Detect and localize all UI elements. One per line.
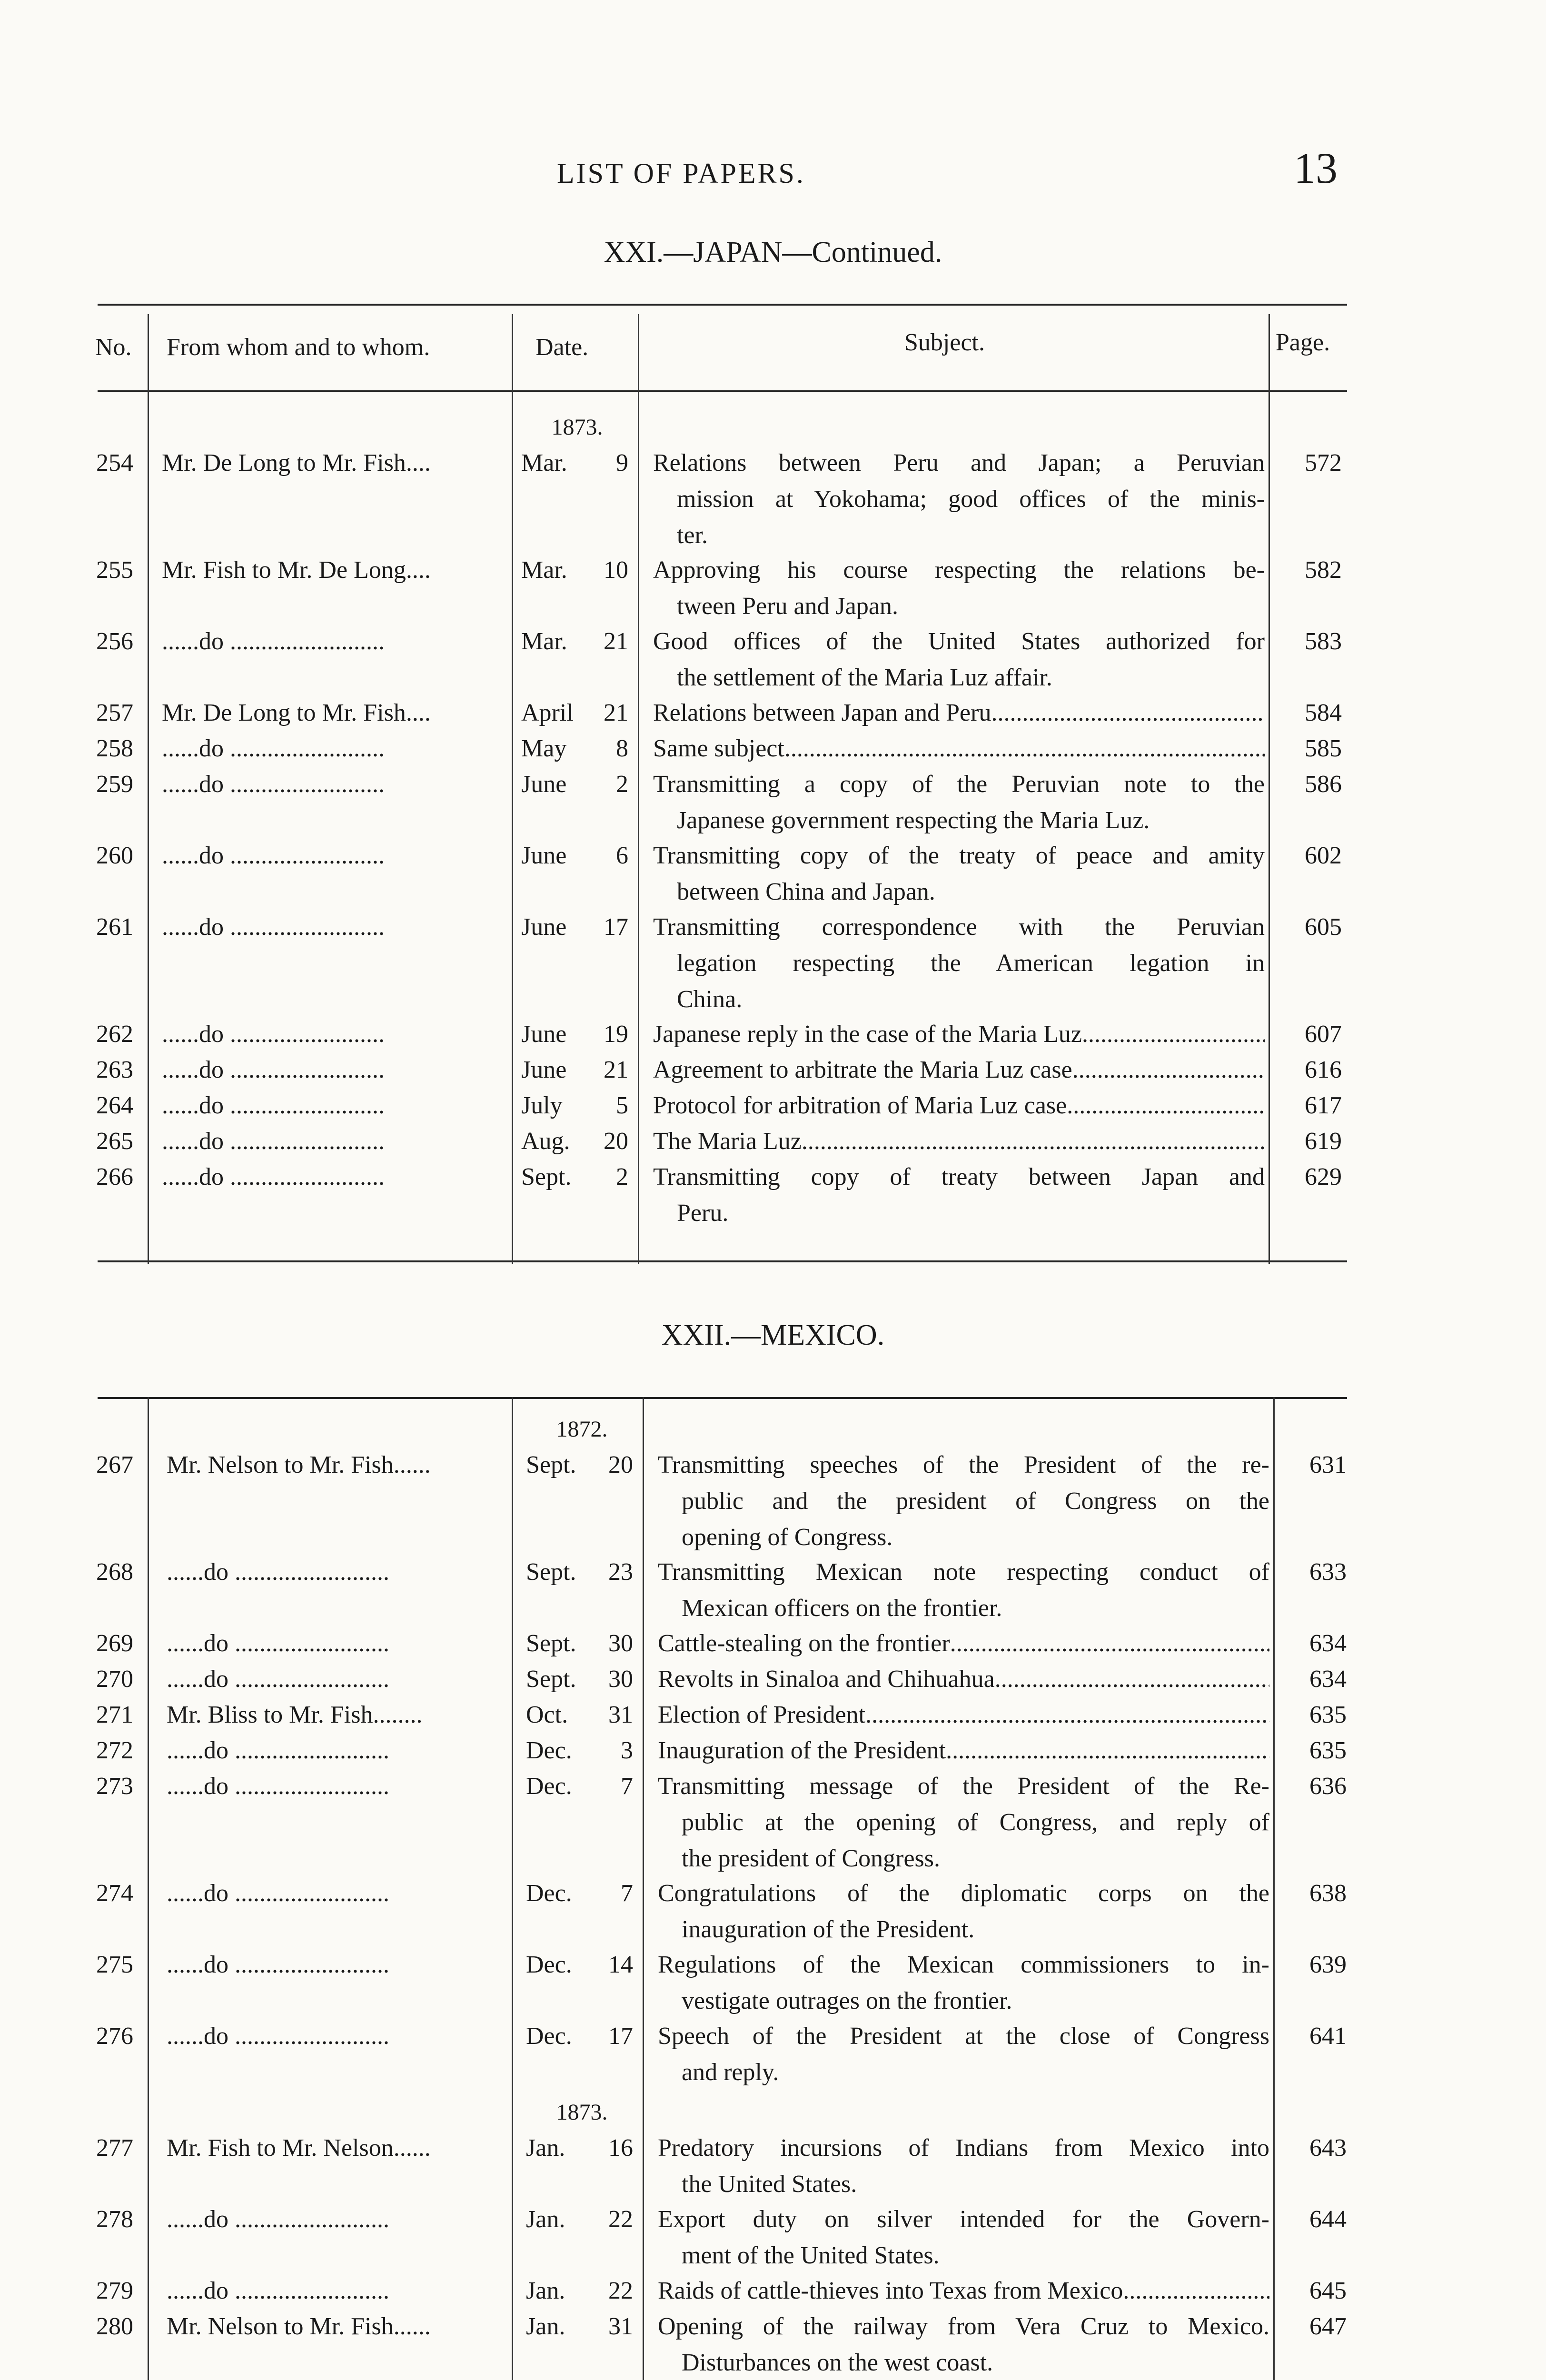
row-number: 278 <box>96 2206 133 2233</box>
row-number: 267 <box>96 1451 133 1478</box>
row-page: 634 <box>1309 1666 1347 1693</box>
row-subject-line: Opening of the railway from Vera Cruz to Mexico. <box>658 2313 1269 2340</box>
row-subject <box>653 1123 1265 1160</box>
page-number: 13 <box>1294 144 1338 192</box>
row-date-month: June <box>521 842 567 869</box>
row-date-day: 30 <box>608 1630 633 1657</box>
mexico-col-divider <box>148 1397 149 2380</box>
row-subject <box>653 695 1265 731</box>
row-date-month: June <box>521 913 567 941</box>
section-title-mexico: XXII.—MEXICO. <box>661 1319 885 1351</box>
row-from: Mr. De Long to Mr. Fish.... <box>162 699 431 726</box>
row-date <box>526 1733 638 1769</box>
row-subject-text: Japanese reply in the case of the Maria Luz <box>653 1021 1082 1048</box>
row-date-day: 7 <box>621 1773 633 1800</box>
japan-header-rule <box>98 390 1347 392</box>
row-page: 635 <box>1309 1737 1347 1764</box>
row-page: 641 <box>1309 2023 1347 2050</box>
row-subject <box>658 1626 1269 1662</box>
row-subject-line: Disturbances on the west coast. <box>682 2349 993 2376</box>
row-subject-line: mission at Yokohama; good offices of the minis- <box>677 486 1265 513</box>
row-page: 586 <box>1305 771 1342 798</box>
row-page: 607 <box>1305 1021 1342 1048</box>
row-subject-line: public and the president of Congress on the <box>682 1488 1269 1515</box>
row-from: ......do ......................... <box>167 1558 389 1586</box>
row-number: 269 <box>96 1630 133 1657</box>
row-from: ......do ......................... <box>162 735 385 762</box>
row-number: 262 <box>96 1021 133 1048</box>
row-number: 261 <box>96 913 133 941</box>
year-label: 1873. <box>556 2100 608 2125</box>
row-date-month: Dec. <box>526 1880 572 1907</box>
row-subject-text: Protocol for arbitration of Maria Luz case <box>653 1092 1067 1119</box>
row-date <box>521 1123 633 1160</box>
row-date <box>521 731 633 767</box>
row-subject-line: Good offices of the United States authorized for <box>653 628 1265 655</box>
row-date-month: Mar. <box>521 556 567 584</box>
row-from: ......do ......................... <box>167 1880 389 1907</box>
row-subject-text: Election of President <box>658 1701 866 1728</box>
row-date <box>526 2018 638 2054</box>
row-subject-line: legation respecting the American legation in <box>677 950 1265 977</box>
row-subject <box>658 2018 1269 2091</box>
row-subject-line: Predatory incursions of Indians from Mexico into <box>658 2134 1269 2162</box>
row-subject-line: Transmitting message of the President of the Re- <box>658 1773 1269 1800</box>
row-subject <box>658 2130 1269 2202</box>
row-date-month: Sept. <box>526 1451 576 1478</box>
row-date-day: 31 <box>608 1701 633 1728</box>
row-date-day: 10 <box>604 556 628 584</box>
row-subject <box>653 1052 1265 1088</box>
japan-col-divider <box>148 314 149 1264</box>
row-date-month: Dec. <box>526 1737 572 1764</box>
row-date <box>526 1875 638 1912</box>
japan-top-rule <box>98 304 1347 306</box>
mexico-top-rule <box>98 1397 1347 1399</box>
row-subject-line: Transmitting copy of treaty between Japan and <box>653 1163 1265 1190</box>
row-subject-text: Cattle-stealing on the frontier <box>658 1630 950 1657</box>
row-from: Mr. Bliss to Mr. Fish........ <box>167 1701 423 1728</box>
row-page: 644 <box>1309 2206 1347 2233</box>
row-subject <box>658 1661 1269 1697</box>
row-number: 271 <box>96 1701 133 1728</box>
row-date <box>526 1661 638 1697</box>
row-subject <box>658 1733 1269 1769</box>
row-number: 272 <box>96 1737 133 1764</box>
row-subject-line: Japanese government respecting the Maria Luz. <box>677 807 1150 834</box>
row-date <box>526 1554 638 1590</box>
row-subject-line: Transmitting speeches of the President of the re- <box>658 1451 1269 1478</box>
row-number: 260 <box>96 842 133 869</box>
row-date-day: 6 <box>616 842 628 869</box>
row-date <box>521 1052 633 1088</box>
col-header-page: Page. <box>1276 329 1330 356</box>
row-subject-line <box>658 1626 1269 1662</box>
row-date-day: 22 <box>608 2206 633 2233</box>
row-page: 619 <box>1305 1128 1342 1155</box>
row-page: 631 <box>1309 1451 1347 1478</box>
row-from: ......do ......................... <box>162 1092 385 1119</box>
row-subject-line: the United States. <box>682 2171 857 2198</box>
row-subject-line: Mexican officers on the frontier. <box>682 1595 1002 1622</box>
row-page: 584 <box>1305 699 1342 726</box>
row-date-day: 7 <box>621 1880 633 1907</box>
row-subject <box>653 909 1265 1018</box>
row-date-month: Dec. <box>526 1773 572 1800</box>
row-subject <box>658 2202 1269 2274</box>
row-date <box>521 624 633 660</box>
row-page: 617 <box>1305 1092 1342 1119</box>
row-page: 585 <box>1305 735 1342 762</box>
row-page: 605 <box>1305 913 1342 941</box>
row-date-day: 3 <box>621 1737 633 1764</box>
row-subject-line <box>653 695 1265 731</box>
row-page: 602 <box>1305 842 1342 869</box>
row-subject <box>658 1447 1269 1556</box>
row-date-day: 31 <box>608 2313 633 2340</box>
year-label: 1873. <box>551 415 603 440</box>
row-date-day: 30 <box>608 1666 633 1693</box>
row-date <box>521 1088 633 1124</box>
row-date-month: Dec. <box>526 2023 572 2050</box>
row-subject-line <box>658 1733 1269 1769</box>
row-from: ......do ......................... <box>162 842 385 869</box>
row-date-day: 2 <box>616 1163 628 1190</box>
row-date <box>521 1016 633 1052</box>
row-subject <box>658 1768 1269 1877</box>
running-header: LIST OF PAPERS. <box>557 158 805 189</box>
row-from: ......do ......................... <box>162 771 385 798</box>
row-date <box>526 1697 638 1733</box>
row-subject-text: The Maria Luz <box>653 1128 802 1155</box>
japan-col-divider <box>1269 314 1270 1264</box>
row-subject-line <box>658 1661 1269 1697</box>
row-subject <box>658 2273 1269 2309</box>
row-number: 263 <box>96 1056 133 1083</box>
row-date-day: 14 <box>608 1951 633 1978</box>
row-page: 583 <box>1305 628 1342 655</box>
row-date-day: 17 <box>608 2023 633 2050</box>
row-subject-line <box>653 731 1265 767</box>
row-date-month: Aug. <box>521 1128 570 1155</box>
row-number: 274 <box>96 1880 133 1907</box>
row-date-month: Mar. <box>521 628 567 655</box>
row-from: Mr. Nelson to Mr. Fish...... <box>167 1451 431 1478</box>
row-subject <box>653 838 1265 910</box>
row-date-day: 8 <box>616 735 628 762</box>
row-from: Mr. De Long to Mr. Fish.... <box>162 449 431 476</box>
row-number: 273 <box>96 1773 133 1800</box>
row-subject-text: Relations between Japan and Peru <box>653 699 991 726</box>
row-from: ......do ......................... <box>167 2277 389 2304</box>
japan-col-divider <box>638 314 639 1264</box>
row-number: 280 <box>96 2313 133 2340</box>
row-date-month: Jan. <box>526 2313 565 2340</box>
row-from: ......do ......................... <box>167 1630 389 1657</box>
row-subject-line: China. <box>677 986 743 1013</box>
row-number: 276 <box>96 2023 133 2050</box>
row-subject <box>653 766 1265 839</box>
row-date <box>526 2309 638 2345</box>
row-from: ......do ......................... <box>162 1056 385 1083</box>
row-number: 277 <box>96 2134 133 2162</box>
row-date-day: 5 <box>616 1092 628 1119</box>
row-subject <box>658 2309 1269 2380</box>
row-subject-line: tween Peru and Japan. <box>677 593 898 620</box>
row-from: ......do ......................... <box>167 1951 389 1978</box>
row-subject-line: Approving his course respecting the relations be- <box>653 556 1265 584</box>
row-number: 255 <box>96 556 133 584</box>
row-date-day: 20 <box>608 1451 633 1478</box>
row-date-day: 17 <box>604 913 628 941</box>
row-subject-line: opening of Congress. <box>682 1524 893 1551</box>
row-date-month: April <box>521 699 574 726</box>
mexico-col-divider <box>512 1397 513 2380</box>
row-date <box>526 1768 638 1805</box>
row-date <box>526 1626 638 1662</box>
row-date-month: Sept. <box>526 1630 576 1657</box>
row-subject <box>653 445 1265 554</box>
row-subject <box>653 624 1265 696</box>
row-page: 638 <box>1309 1880 1347 1907</box>
row-date-month: June <box>521 1056 567 1083</box>
row-number: 254 <box>96 449 133 476</box>
row-subject-line: Relations between Peru and Japan; a Peruvian <box>653 449 1265 476</box>
row-date <box>526 2130 638 2166</box>
row-subject <box>658 1875 1269 1948</box>
row-date <box>521 695 633 731</box>
row-page: 629 <box>1305 1163 1342 1190</box>
row-date-day: 21 <box>604 1056 628 1083</box>
row-date-day: 21 <box>604 699 628 726</box>
row-date-month: Jan. <box>526 2134 565 2162</box>
row-number: 257 <box>96 699 133 726</box>
row-subject <box>653 1088 1265 1124</box>
mexico-col-divider <box>643 1397 644 2380</box>
row-subject-line <box>653 1123 1265 1160</box>
col-header-from: From whom and to whom. <box>167 334 430 361</box>
row-subject-text: Inauguration of the President <box>658 1737 946 1764</box>
year-label: 1872. <box>556 1417 608 1442</box>
row-date-day: 21 <box>604 628 628 655</box>
col-header-date: Date. <box>535 334 589 361</box>
row-page: 643 <box>1309 2134 1347 2162</box>
row-page: 639 <box>1309 1951 1347 1978</box>
row-subject-line <box>653 1016 1265 1052</box>
row-subject-line: inauguration of the President. <box>682 1916 975 1943</box>
row-subject-line <box>658 1697 1269 1733</box>
row-date-day: 19 <box>604 1021 628 1048</box>
row-date <box>521 838 633 874</box>
row-subject <box>658 1554 1269 1626</box>
row-subject-line: ment of the United States. <box>682 2242 940 2269</box>
row-from: Mr. Fish to Mr. De Long.... <box>162 556 431 584</box>
row-subject <box>653 1016 1265 1052</box>
row-date-month: Mar. <box>521 449 567 476</box>
row-date-month: June <box>521 771 567 798</box>
row-page: 634 <box>1309 1630 1347 1657</box>
row-date-day: 9 <box>616 449 628 476</box>
row-subject-line: ter. <box>677 522 708 549</box>
row-subject-line: Transmitting correspondence with the Peruvian <box>653 913 1265 941</box>
row-number: 264 <box>96 1092 133 1119</box>
row-page: 647 <box>1309 2313 1347 2340</box>
row-subject <box>653 1159 1265 1231</box>
row-subject-line: Congratulations of the diplomatic corps on the <box>658 1880 1269 1907</box>
row-number: 270 <box>96 1666 133 1693</box>
row-date-day: 23 <box>608 1558 633 1586</box>
row-date-day: 16 <box>608 2134 633 2162</box>
row-from: ......do ......................... <box>162 1128 385 1155</box>
row-date <box>521 1159 633 1195</box>
row-from: ......do ......................... <box>162 1021 385 1048</box>
row-number: 258 <box>96 735 133 762</box>
row-date-month: Oct. <box>526 1701 568 1728</box>
row-date-day: 20 <box>604 1128 628 1155</box>
row-date <box>521 552 633 588</box>
row-page: 572 <box>1305 449 1342 476</box>
col-header-subject: Subject. <box>904 329 985 356</box>
row-subject-line: and reply. <box>682 2059 779 2086</box>
row-date-month: Jan. <box>526 2206 565 2233</box>
row-subject <box>653 552 1265 625</box>
row-from: ......do ......................... <box>167 2023 389 2050</box>
japan-bottom-rule <box>98 1260 1347 1262</box>
row-page: 582 <box>1305 556 1342 584</box>
row-number: 259 <box>96 771 133 798</box>
row-subject-line: Transmitting a copy of the Peruvian note to the <box>653 771 1265 798</box>
mexico-col-divider <box>1273 1397 1275 2380</box>
row-subject-text: Raids of cattle-thieves into Texas from Mexico <box>658 2277 1123 2304</box>
row-date <box>521 445 633 481</box>
row-subject-line: Transmitting Mexican note respecting conduct of <box>658 1558 1269 1586</box>
row-from: ......do ......................... <box>162 628 385 655</box>
row-date-month: Sept. <box>526 1558 576 1586</box>
row-date <box>521 766 633 803</box>
row-subject-line: Regulations of the Mexican commissioners to in- <box>658 1951 1269 1978</box>
row-subject-line: public at the opening of Congress, and reply of <box>682 1809 1269 1836</box>
row-date-day: 2 <box>616 771 628 798</box>
row-date <box>521 909 633 945</box>
row-number: 266 <box>96 1163 133 1190</box>
row-subject-line: the president of Congress. <box>682 1845 941 1872</box>
row-subject-line: Export duty on silver intended for the Govern- <box>658 2206 1269 2233</box>
row-date-month: Sept. <box>521 1163 572 1190</box>
row-subject-text: Revolts in Sinaloa and Chihuahua <box>658 1666 995 1693</box>
row-number: 256 <box>96 628 133 655</box>
row-subject-text: Same subject <box>653 735 784 762</box>
row-from: ......do ......................... <box>162 913 385 941</box>
row-subject-line <box>658 2273 1269 2309</box>
row-date-month: Dec. <box>526 1951 572 1978</box>
row-date <box>526 1947 638 1983</box>
row-page: 636 <box>1309 1773 1347 1800</box>
row-number: 268 <box>96 1558 133 1586</box>
row-date <box>526 2202 638 2238</box>
row-date <box>526 2273 638 2309</box>
row-from: ......do ......................... <box>167 1666 389 1693</box>
row-from: Mr. Fish to Mr. Nelson...... <box>167 2134 431 2162</box>
row-from: ......do ......................... <box>167 1737 389 1764</box>
col-header-no: No. <box>95 334 132 361</box>
row-from: ......do ......................... <box>167 1773 389 1800</box>
row-page: 645 <box>1309 2277 1347 2304</box>
row-date-month: Jan. <box>526 2277 565 2304</box>
row-page: 633 <box>1309 1558 1347 1586</box>
row-number: 279 <box>96 2277 133 2304</box>
row-subject-line: the settlement of the Maria Luz affair. <box>677 664 1052 691</box>
row-date <box>526 1447 638 1483</box>
row-date-month: July <box>521 1092 563 1119</box>
row-number: 275 <box>96 1951 133 1978</box>
row-subject-line: Transmitting copy of the treaty of peace and amity <box>653 842 1265 869</box>
section-title-japan: XXI.—JAPAN—Continued. <box>604 236 942 268</box>
row-subject-line: Peru. <box>677 1200 729 1227</box>
row-date-month: May <box>521 735 567 762</box>
japan-col-divider <box>512 314 513 1264</box>
row-subject <box>658 1947 1269 2019</box>
row-subject-line <box>653 1052 1265 1088</box>
row-subject-line <box>653 1088 1265 1124</box>
row-from: ......do ......................... <box>167 2206 389 2233</box>
row-subject <box>658 1697 1269 1733</box>
row-subject-line: between China and Japan. <box>677 878 935 905</box>
row-subject-line: Speech of the President at the close of Congress <box>658 2023 1269 2050</box>
row-subject-line: vestigate outrages on the frontier. <box>682 1987 1012 2014</box>
row-subject <box>653 731 1265 767</box>
row-date-month: June <box>521 1021 567 1048</box>
row-from: ......do ......................... <box>162 1163 385 1190</box>
row-page: 616 <box>1305 1056 1342 1083</box>
row-from: Mr. Nelson to Mr. Fish...... <box>167 2313 431 2340</box>
row-number: 265 <box>96 1128 133 1155</box>
row-page: 635 <box>1309 1701 1347 1728</box>
row-date-month: Sept. <box>526 1666 576 1693</box>
row-date-day: 22 <box>608 2277 633 2304</box>
row-subject-text: Agreement to arbitrate the Maria Luz case <box>653 1056 1072 1083</box>
